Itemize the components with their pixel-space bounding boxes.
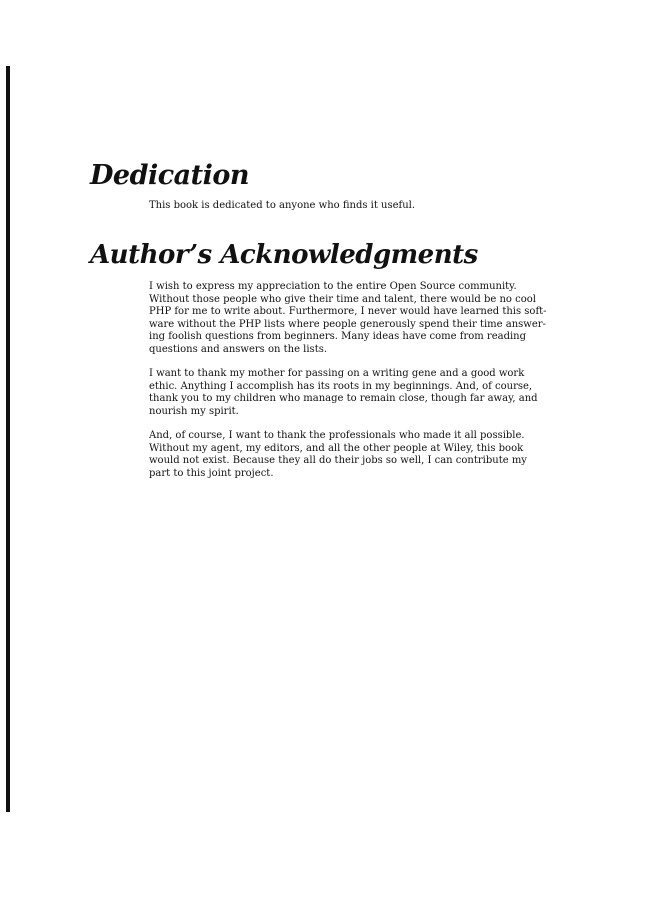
- acknowledgments-heading: Author’s Acknowledgments: [90, 240, 478, 270]
- text-line: would not exist. Because they all do their jobs so well, I can contribute my: [149, 455, 527, 467]
- dedication-heading: Dedication: [90, 160, 250, 191]
- text-line: ing foolish questions from beginners. Many ideas have come from reading: [149, 331, 527, 343]
- text-line: Without those people who give their time and talent, there would be no cool: [149, 293, 536, 305]
- text-line: And, of course, I want to thank the professionals who made it all possible.: [149, 430, 525, 441]
- text-line: questions and answers on the lists.: [149, 343, 328, 355]
- text-line: PHP for me to write about. Furthermore, I never would have learned this soft-: [149, 306, 547, 318]
- acknowledgments-paragraph-1: [149, 281, 547, 357]
- page-margin-rule: [6, 66, 10, 812]
- text-line: I want to thank my mother for passing on a writing gene and a good work: [149, 368, 525, 379]
- dedication-text: [149, 200, 531, 213]
- acknowledgments-paragraph-2: [149, 368, 538, 418]
- text-line: part to this joint project.: [149, 467, 274, 479]
- text-line: I wish to express my appreciation to the entire Open Source community.: [149, 281, 517, 292]
- text-line: thank you to my children who manage to remain close, though far away, and: [149, 393, 538, 405]
- text-line: ware without the PHP lists where people generously spend their time answer-: [149, 318, 546, 330]
- text-line: This book is dedicated to anyone who finds it useful.: [149, 200, 416, 211]
- text-line: Without my agent, my editors, and all the other people at Wiley, this book: [149, 442, 524, 454]
- acknowledgments-paragraph-3: [149, 430, 531, 480]
- text-line: ethic. Anything I accomplish has its roots in my beginnings. And, of course,: [149, 380, 533, 392]
- text-line: nourish my spirit.: [149, 405, 239, 417]
